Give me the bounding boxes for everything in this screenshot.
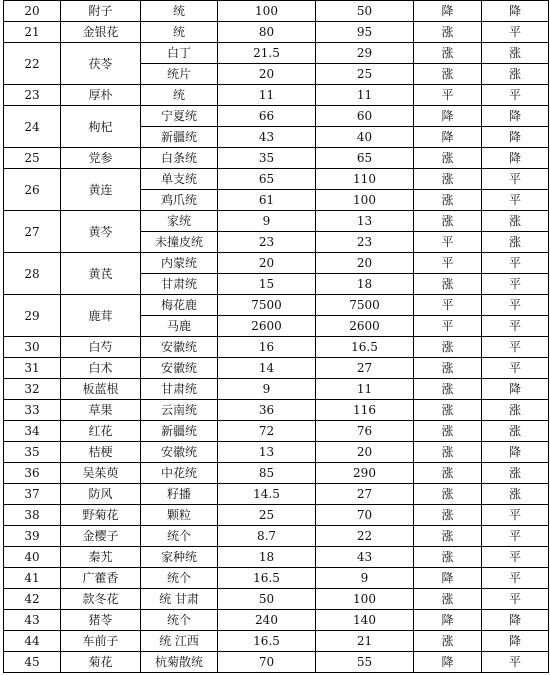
spec-cell: 未撞皮统 [141, 232, 218, 253]
price-1-cell: 100 [218, 1, 316, 22]
trend-2-cell: 平 [482, 589, 549, 610]
trend-2-cell: 涨 [482, 211, 549, 232]
trend-2-cell: 降 [482, 442, 549, 463]
herb-name-cell: 款冬花 [61, 589, 141, 610]
price-1-cell: 35 [218, 148, 316, 169]
herb-name-cell: 草果 [61, 400, 141, 421]
trend-2-cell: 涨 [482, 43, 549, 64]
price-2-cell: 27 [316, 484, 414, 505]
trend-1-cell: 平 [414, 253, 482, 274]
trend-1-cell: 平 [414, 316, 482, 337]
spec-cell: 统 [141, 1, 218, 22]
price-2-cell: 18 [316, 274, 414, 295]
spec-cell: 甘肃统 [141, 379, 218, 400]
spec-cell: 内蒙统 [141, 253, 218, 274]
price-1-cell: 20 [218, 64, 316, 85]
price-2-cell: 29 [316, 43, 414, 64]
table-row [4, 484, 549, 505]
trend-2-cell: 降 [482, 148, 549, 169]
trend-1-cell: 降 [414, 1, 482, 22]
trend-2-cell: 降 [482, 610, 549, 631]
table-row [4, 442, 549, 463]
trend-2-cell: 平 [482, 337, 549, 358]
spec-cell: 单支统 [141, 169, 218, 190]
spec-cell: 统 江西 [141, 631, 218, 652]
price-1-cell: 9 [218, 211, 316, 232]
row-number-cell: 44 [4, 631, 61, 652]
row-number-cell: 20 [4, 1, 61, 22]
table-row [4, 652, 549, 673]
trend-1-cell: 涨 [414, 442, 482, 463]
spec-cell: 安徽统 [141, 337, 218, 358]
trend-1-cell: 降 [414, 652, 482, 673]
row-number-cell: 41 [4, 568, 61, 589]
trend-2-cell: 平 [482, 358, 549, 379]
price-2-cell: 23 [316, 232, 414, 253]
table-row [4, 1, 549, 22]
trend-1-cell: 涨 [414, 505, 482, 526]
herb-name-cell: 车前子 [61, 631, 141, 652]
spec-cell: 马鹿 [141, 316, 218, 337]
price-1-cell: 70 [218, 652, 316, 673]
row-number-cell: 37 [4, 484, 61, 505]
price-2-cell: 7500 [316, 295, 414, 316]
table-row [4, 358, 549, 379]
row-number-cell: 42 [4, 589, 61, 610]
row-number-cell: 36 [4, 463, 61, 484]
price-2-cell: 100 [316, 589, 414, 610]
price-1-cell: 18 [218, 547, 316, 568]
trend-1-cell: 降 [414, 127, 482, 148]
price-2-cell: 110 [316, 169, 414, 190]
spec-cell: 统个 [141, 526, 218, 547]
table-row [4, 379, 549, 400]
trend-1-cell: 涨 [414, 190, 482, 211]
spec-cell: 白丁 [141, 43, 218, 64]
herb-name-cell: 吴茱萸 [61, 463, 141, 484]
price-2-cell: 2600 [316, 316, 414, 337]
row-number-cell: 43 [4, 610, 61, 631]
price-2-cell: 65 [316, 148, 414, 169]
row-number-cell: 38 [4, 505, 61, 526]
price-2-cell: 11 [316, 85, 414, 106]
price-1-cell: 2600 [218, 316, 316, 337]
row-number-cell: 35 [4, 442, 61, 463]
table-row [4, 106, 549, 127]
trend-1-cell: 降 [414, 610, 482, 631]
herb-name-cell: 金银花 [61, 22, 141, 43]
table-row [4, 295, 549, 316]
herb-name-cell: 板蓝根 [61, 379, 141, 400]
price-1-cell: 14.5 [218, 484, 316, 505]
trend-1-cell: 涨 [414, 526, 482, 547]
trend-2-cell: 平 [482, 316, 549, 337]
herb-name-cell: 黄连 [61, 169, 141, 211]
trend-1-cell: 涨 [414, 400, 482, 421]
trend-2-cell: 平 [482, 652, 549, 673]
herb-name-cell: 茯苓 [61, 43, 141, 85]
table-row [4, 505, 549, 526]
trend-1-cell: 平 [414, 232, 482, 253]
trend-2-cell: 平 [482, 22, 549, 43]
trend-2-cell: 涨 [482, 400, 549, 421]
trend-2-cell: 降 [482, 379, 549, 400]
trend-1-cell: 涨 [414, 22, 482, 43]
herb-name-cell: 白术 [61, 358, 141, 379]
table-row [4, 211, 549, 232]
price-1-cell: 16.5 [218, 568, 316, 589]
herb-name-cell: 桔梗 [61, 442, 141, 463]
price-2-cell: 27 [316, 358, 414, 379]
row-number-cell: 27 [4, 211, 61, 253]
table-row [4, 22, 549, 43]
table-body [4, 1, 549, 673]
trend-1-cell: 涨 [414, 148, 482, 169]
trend-2-cell: 平 [482, 568, 549, 589]
spec-cell: 梅花鹿 [141, 295, 218, 316]
table-row [4, 547, 549, 568]
spec-cell: 白条统 [141, 148, 218, 169]
spec-cell: 中花统 [141, 463, 218, 484]
row-number-cell: 24 [4, 106, 61, 148]
herb-name-cell: 黄芪 [61, 253, 141, 295]
price-1-cell: 23 [218, 232, 316, 253]
spec-cell: 安徽统 [141, 358, 218, 379]
price-1-cell: 21.5 [218, 43, 316, 64]
trend-1-cell: 涨 [414, 547, 482, 568]
row-number-cell: 30 [4, 337, 61, 358]
row-number-cell: 21 [4, 22, 61, 43]
price-1-cell: 7500 [218, 295, 316, 316]
table-row [4, 169, 549, 190]
trend-1-cell: 涨 [414, 421, 482, 442]
price-1-cell: 240 [218, 610, 316, 631]
spec-cell: 颗粒 [141, 505, 218, 526]
table-row [4, 43, 549, 64]
row-number-cell: 29 [4, 295, 61, 337]
price-2-cell: 20 [316, 442, 414, 463]
price-2-cell: 290 [316, 463, 414, 484]
trend-2-cell: 涨 [482, 64, 549, 85]
price-table [3, 0, 549, 673]
spec-cell: 云南统 [141, 400, 218, 421]
spec-cell: 统 甘肃 [141, 589, 218, 610]
price-2-cell: 20 [316, 253, 414, 274]
spec-cell: 宁夏统 [141, 106, 218, 127]
price-1-cell: 25 [218, 505, 316, 526]
trend-2-cell: 平 [482, 547, 549, 568]
table-row [4, 526, 549, 547]
herb-name-cell: 附子 [61, 1, 141, 22]
price-1-cell: 9 [218, 379, 316, 400]
row-number-cell: 31 [4, 358, 61, 379]
price-2-cell: 55 [316, 652, 414, 673]
spec-cell: 统个 [141, 568, 218, 589]
trend-2-cell: 平 [482, 505, 549, 526]
trend-1-cell: 涨 [414, 211, 482, 232]
spec-cell: 统 [141, 22, 218, 43]
price-1-cell: 61 [218, 190, 316, 211]
row-number-cell: 33 [4, 400, 61, 421]
row-number-cell: 22 [4, 43, 61, 85]
price-1-cell: 65 [218, 169, 316, 190]
price-2-cell: 11 [316, 379, 414, 400]
trend-2-cell: 平 [482, 169, 549, 190]
table-row [4, 421, 549, 442]
price-1-cell: 16.5 [218, 631, 316, 652]
row-number-cell: 32 [4, 379, 61, 400]
herb-name-cell: 黄芩 [61, 211, 141, 253]
price-2-cell: 116 [316, 400, 414, 421]
trend-1-cell: 涨 [414, 379, 482, 400]
trend-1-cell: 平 [414, 295, 482, 316]
price-1-cell: 36 [218, 400, 316, 421]
price-2-cell: 70 [316, 505, 414, 526]
herb-name-cell: 红花 [61, 421, 141, 442]
price-1-cell: 80 [218, 22, 316, 43]
table-row [4, 568, 549, 589]
spec-cell: 家统 [141, 211, 218, 232]
spec-cell: 杭菊散统 [141, 652, 218, 673]
table-row [4, 400, 549, 421]
price-1-cell: 66 [218, 106, 316, 127]
trend-2-cell: 涨 [482, 232, 549, 253]
trend-2-cell: 降 [482, 106, 549, 127]
trend-2-cell: 平 [482, 295, 549, 316]
table-row [4, 589, 549, 610]
price-1-cell: 85 [218, 463, 316, 484]
price-2-cell: 140 [316, 610, 414, 631]
row-number-cell: 45 [4, 652, 61, 673]
table-row [4, 337, 549, 358]
price-1-cell: 72 [218, 421, 316, 442]
herb-name-cell: 猪苓 [61, 610, 141, 631]
row-number-cell: 26 [4, 169, 61, 211]
price-2-cell: 9 [316, 568, 414, 589]
herb-name-cell: 鹿茸 [61, 295, 141, 337]
price-2-cell: 25 [316, 64, 414, 85]
trend-1-cell: 涨 [414, 169, 482, 190]
herb-name-cell: 金樱子 [61, 526, 141, 547]
price-2-cell: 60 [316, 106, 414, 127]
price-1-cell: 15 [218, 274, 316, 295]
row-number-cell: 34 [4, 421, 61, 442]
herb-name-cell: 广藿香 [61, 568, 141, 589]
spec-cell: 新疆统 [141, 127, 218, 148]
trend-1-cell: 涨 [414, 43, 482, 64]
herb-name-cell: 野菊花 [61, 505, 141, 526]
table-row [4, 85, 549, 106]
price-2-cell: 50 [316, 1, 414, 22]
price-2-cell: 43 [316, 547, 414, 568]
spec-cell: 统片 [141, 64, 218, 85]
table-row [4, 148, 549, 169]
trend-1-cell: 涨 [414, 358, 482, 379]
herb-name-cell: 党参 [61, 148, 141, 169]
price-2-cell: 95 [316, 22, 414, 43]
herb-name-cell: 防风 [61, 484, 141, 505]
trend-2-cell: 平 [482, 253, 549, 274]
row-number-cell: 28 [4, 253, 61, 295]
trend-2-cell: 涨 [482, 484, 549, 505]
trend-2-cell: 平 [482, 190, 549, 211]
spec-cell: 甘肃统 [141, 274, 218, 295]
price-1-cell: 20 [218, 253, 316, 274]
row-number-cell: 40 [4, 547, 61, 568]
spec-cell: 籽播 [141, 484, 218, 505]
price-2-cell: 40 [316, 127, 414, 148]
trend-2-cell: 降 [482, 1, 549, 22]
trend-2-cell: 平 [482, 274, 549, 295]
row-number-cell: 39 [4, 526, 61, 547]
trend-1-cell: 平 [414, 85, 482, 106]
trend-1-cell: 涨 [414, 631, 482, 652]
trend-1-cell: 涨 [414, 589, 482, 610]
trend-2-cell: 平 [482, 526, 549, 547]
trend-1-cell: 涨 [414, 64, 482, 85]
spec-cell: 家种统 [141, 547, 218, 568]
price-2-cell: 16.5 [316, 337, 414, 358]
price-1-cell: 8.7 [218, 526, 316, 547]
spec-cell: 新疆统 [141, 421, 218, 442]
herb-name-cell: 秦艽 [61, 547, 141, 568]
price-2-cell: 100 [316, 190, 414, 211]
trend-1-cell: 降 [414, 568, 482, 589]
trend-1-cell: 降 [414, 106, 482, 127]
spec-cell: 统个 [141, 610, 218, 631]
price-2-cell: 21 [316, 631, 414, 652]
trend-2-cell: 平 [482, 85, 549, 106]
price-2-cell: 13 [316, 211, 414, 232]
trend-2-cell: 降 [482, 631, 549, 652]
herb-name-cell: 菊花 [61, 652, 141, 673]
trend-2-cell: 降 [482, 127, 549, 148]
price-1-cell: 43 [218, 127, 316, 148]
table-row [4, 631, 549, 652]
trend-1-cell: 涨 [414, 484, 482, 505]
table-row [4, 463, 549, 484]
trend-1-cell: 涨 [414, 463, 482, 484]
table-row [4, 253, 549, 274]
row-number-cell: 23 [4, 85, 61, 106]
price-1-cell: 14 [218, 358, 316, 379]
price-1-cell: 16 [218, 337, 316, 358]
spec-cell: 鸡爪统 [141, 190, 218, 211]
price-2-cell: 22 [316, 526, 414, 547]
row-number-cell: 25 [4, 148, 61, 169]
spec-cell: 安徽统 [141, 442, 218, 463]
trend-2-cell: 涨 [482, 463, 549, 484]
trend-1-cell: 涨 [414, 274, 482, 295]
price-1-cell: 50 [218, 589, 316, 610]
price-2-cell: 76 [316, 421, 414, 442]
trend-2-cell: 涨 [482, 421, 549, 442]
herb-name-cell: 白芍 [61, 337, 141, 358]
price-1-cell: 13 [218, 442, 316, 463]
price-1-cell: 11 [218, 85, 316, 106]
trend-1-cell: 涨 [414, 337, 482, 358]
table-row [4, 610, 549, 631]
herb-name-cell: 厚朴 [61, 85, 141, 106]
spec-cell: 统 [141, 85, 218, 106]
herb-name-cell: 枸杞 [61, 106, 141, 148]
